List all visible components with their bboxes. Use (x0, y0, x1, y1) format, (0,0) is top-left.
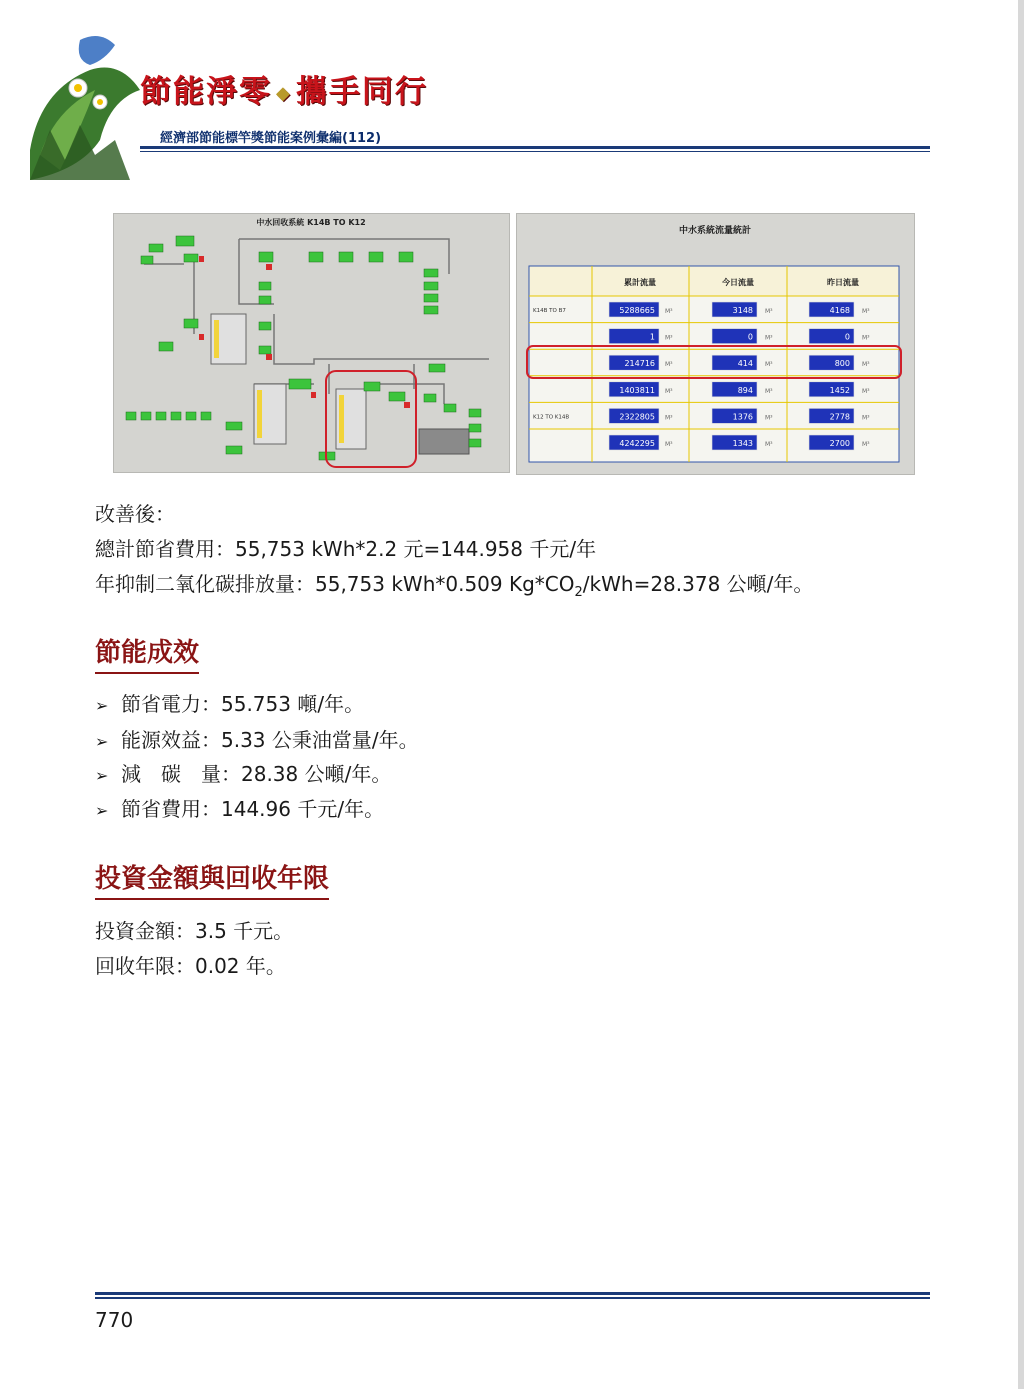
column-header-today: 今日流量 (722, 278, 754, 287)
flow-unit: M³ (862, 441, 870, 448)
bullet-arrow-icon: ➢ (95, 766, 109, 785)
effect-item-text: 減 碳 量：28.38 公噸/年。 (121, 762, 392, 786)
header-logo (20, 30, 150, 180)
payback-period: 回收年限：0.02 年。 (95, 954, 286, 978)
flow-value: 800 (834, 359, 850, 369)
flow-unit: M³ (765, 334, 773, 342)
flow-value: 1452 (829, 385, 850, 395)
flow-value: 2700 (829, 439, 850, 448)
flow-unit: M³ (765, 361, 773, 369)
page-edge-shadow (1018, 0, 1024, 1389)
header-rule-thin (140, 151, 930, 152)
co2-reduction-line (95, 570, 813, 607)
column-header-yesterday: 昨日流量 (827, 278, 859, 287)
flow-unit: M³ (665, 387, 673, 395)
header-slogan (140, 66, 428, 111)
header-subtitle: 經濟部節能標竿獎節能案例彙編(112) (160, 131, 382, 146)
flow-value: 3148 (732, 306, 753, 315)
flow-value: 0 (844, 332, 850, 342)
effect-item-text: 節省電力：55.753 噸/年。 (121, 692, 365, 716)
flow-unit: M³ (765, 387, 773, 395)
flow-unit: M³ (665, 308, 673, 315)
section-heading-effect: 節能成效 (95, 632, 199, 674)
flow-unit: M³ (862, 334, 870, 342)
effect-item-1 (95, 690, 364, 720)
effect-item-4 (95, 795, 384, 825)
bullet-arrow-icon: ➢ (95, 696, 109, 715)
flow-value: 2322805 (619, 412, 655, 422)
flow-value: 4242295 (619, 439, 655, 448)
flow-unit: M³ (665, 441, 673, 448)
slogan-separator-icon: ◆ (276, 83, 292, 104)
footer-rule-thin (95, 1297, 930, 1299)
flow-value: 1 (649, 332, 655, 342)
effect-item-text: 能源效益：5.33 公秉油當量/年。 (121, 728, 419, 752)
section-heading-investment: 投資金額與回收年限 (95, 858, 329, 900)
flow-value: 4168 (829, 306, 850, 315)
column-header-cumulative: 累計流量 (624, 278, 656, 287)
flow-value: 1403811 (619, 385, 655, 395)
total-savings-line: 總計節省費用：55,753 kWh*2.2 元=144.958 千元/年 (95, 537, 597, 561)
co2-line-pre: 年抑制二氧化碳排放量：55,753 kWh*0.509 Kg*CO (95, 572, 575, 596)
flow-row-label: K14B TO B7 (533, 308, 566, 314)
scada-diagram-screenshot (113, 213, 510, 473)
flow-row-label: K12 TO K14B (533, 414, 570, 421)
flow-unit: M³ (862, 308, 870, 315)
investment-amount: 投資金額：3.5 千元。 (95, 919, 294, 943)
flow-value: 2778 (829, 412, 850, 422)
effect-item-2 (95, 726, 419, 756)
co2-subscript: 2 (574, 585, 583, 600)
flow-unit: M³ (862, 361, 870, 369)
flow-stats-title: 中水系統流量統計 (678, 226, 752, 236)
footer-rule (95, 1292, 930, 1295)
flow-value: 894 (737, 385, 753, 395)
flow-unit: M³ (665, 334, 673, 342)
flow-unit: M³ (765, 414, 773, 422)
effect-item-text: 節省費用：144.96 千元/年。 (121, 797, 385, 821)
slogan-left: 節能淨零 (140, 74, 272, 110)
bullet-arrow-icon: ➢ (95, 801, 109, 820)
scada-diagram (114, 214, 509, 472)
page-number: 770 (95, 1308, 134, 1332)
flow-unit: M³ (665, 414, 673, 422)
after-improvement-label: 改善後： (95, 502, 175, 526)
flow-unit: M³ (765, 308, 773, 315)
flow-statistics-table (517, 214, 914, 474)
flow-unit: M³ (665, 361, 673, 369)
flow-unit: M³ (765, 441, 773, 448)
slogan-right: 攜手同行 (295, 74, 428, 110)
bullet-arrow-icon: ➢ (95, 732, 109, 751)
header-rule (140, 146, 930, 149)
flow-value: 0 (747, 332, 753, 342)
flow-value: 1343 (732, 439, 753, 448)
flow-statistics-screenshot (516, 213, 915, 475)
effect-item-3 (95, 760, 391, 790)
flow-unit: M³ (862, 414, 870, 422)
scada-title: 中水回收系統 K14B TO K12 (256, 218, 366, 227)
flow-value: 414 (737, 359, 753, 369)
co2-line-post: /kWh=28.378 公噸/年。 (582, 572, 814, 596)
flow-value: 1376 (732, 412, 753, 422)
flow-value: 214716 (624, 359, 655, 369)
flow-value: 5288665 (619, 306, 655, 315)
flow-unit: M³ (862, 387, 870, 395)
